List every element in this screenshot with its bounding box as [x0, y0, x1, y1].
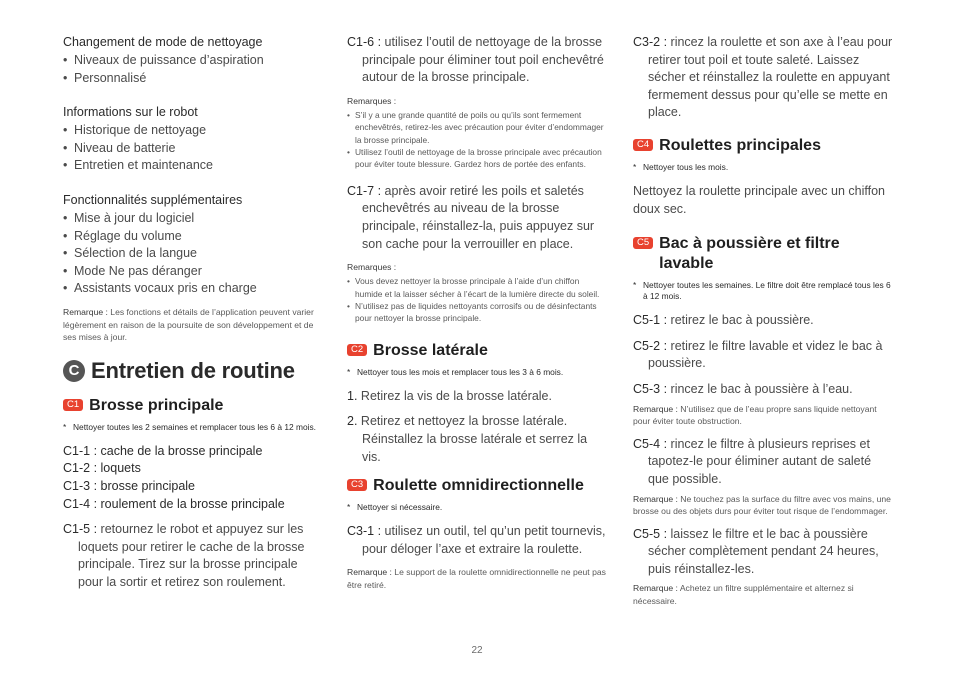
feature-group-cleaning-mode [63, 34, 325, 87]
column-right [633, 34, 895, 608]
list-item: • Historique de nettoyage [63, 122, 325, 140]
step-label: C1-6 : [347, 35, 382, 49]
chapter-badge: C [63, 360, 85, 382]
note-label: Remarque : [63, 306, 108, 317]
step-text: retournez le robot et appuyez sur les loquets pour retirer le cache de la brosse principale. Tirez sur la brosse principale pour la sortir et retirez son roulement. [78, 522, 305, 589]
list-item: • Personnalisé [63, 70, 325, 88]
section-tag: C1 [63, 399, 83, 411]
list-item: • Assistants vocaux pris en charge [63, 280, 325, 298]
bullet-list [63, 122, 325, 175]
note-label: Remarque : [347, 567, 392, 578]
remarks-title: Remarques : [347, 262, 397, 273]
step-c1-5 [63, 521, 325, 591]
step-text: Retirez la vis de la brosse latérale. [360, 388, 552, 403]
step-c5-2 [633, 338, 895, 373]
frequency-note [633, 280, 895, 302]
frequency-text: Nettoyer tous les mois. [643, 161, 729, 172]
note-label: Remarque : [633, 583, 678, 594]
remarks-list [347, 109, 609, 171]
asterisk-icon: * [633, 280, 637, 291]
chapter-heading [63, 358, 325, 384]
c4-text: Nettoyez la roulette principale avec un chiffon doux sec. [633, 183, 886, 216]
c5-note-3 [633, 582, 895, 607]
step-c3-1 [347, 523, 609, 558]
parts-list [63, 443, 325, 513]
list-item: • Niveau de batterie [63, 140, 325, 158]
page-number: 22 [471, 645, 483, 656]
step-label: C3-2 : [633, 35, 668, 49]
frequency-text: Nettoyer toutes les 2 semaines et remplacer tous les 6 à 12 mois. [73, 421, 316, 432]
part-line: C1-4 : roulement de la brosse principale [63, 496, 285, 511]
section-title: Roulette omnidirectionnelle [373, 477, 584, 495]
remark-item: • N’utilisez pas de liquides nettoyants corrosifs ou de désinfectants pour nettoyer la brosse principale. [347, 300, 609, 325]
step-text: utilisez l’outil de nettoyage de la brosse principale pour éliminer tout poil enchevêtré autour de la brosse principale. [362, 35, 604, 85]
section-tag: C5 [633, 237, 653, 249]
step-text: après avoir retiré les poils et saletés enchevêtrés au niveau de la brosse principale, réinstallez-la, puis appuyez sur son cache pour la verrouiller en place. [362, 183, 595, 251]
step-c2-2 [347, 413, 609, 466]
list-item: • Sélection de la langue [63, 245, 325, 263]
step-c1-7 [347, 183, 609, 253]
step-text: rincez le filtre à plusieurs reprises et tapotez-le pour éliminer autant de saleté que possible. [648, 436, 872, 486]
step-c2-1 [347, 388, 609, 406]
frequency-note [63, 422, 325, 433]
section-heading-c5 [633, 234, 895, 274]
section-heading-c1 [63, 396, 325, 416]
section-heading-c3 [347, 476, 609, 496]
step-text: rincez la roulette et son axe à l’eau pour retirer tout poil et toute saleté. Laissez sécher et réinstallez la roulette en appuyant fermement dessus pour qu’elle se mette en place. [648, 35, 893, 120]
note-text: N’utilisez que de l’eau propre sans liquide nettoyant pour éviter toute obstruction. [633, 403, 877, 427]
chapter-title: Entretien de routine [91, 357, 295, 383]
asterisk-icon: * [347, 502, 351, 513]
list-item: • Mode Ne pas déranger [63, 263, 325, 281]
step-c5-3 [633, 381, 895, 399]
section-title: Roulettes principales [659, 136, 821, 154]
asterisk-icon: * [347, 366, 351, 377]
step-text: rincez le bac à poussière à l’eau. [670, 381, 853, 396]
step-c5-1 [633, 312, 895, 330]
step-text: laissez le filtre et le bac à poussière sécher complètement pendant 24 heures, puis réinstallez-les. [648, 526, 879, 576]
bullet-list [63, 52, 325, 87]
frequency-text: Nettoyer si nécessaire. [357, 502, 443, 513]
column-left [63, 34, 325, 599]
step-c5-4 [633, 436, 895, 489]
remarks-title: Remarques : [347, 95, 397, 106]
frequency-text: Nettoyer toutes les semaines. Le filtre doit être remplacé tous les 6 à 12 mois. [643, 280, 891, 302]
step-c3-2 [633, 34, 895, 122]
group-title: Fonctionnalités supplémentaires [63, 192, 243, 207]
step-label: C5-1 : [633, 313, 668, 328]
list-item: • Mise à jour du logiciel [63, 210, 325, 228]
step-label: C5-2 : [633, 338, 668, 353]
note-label: Remarque : [633, 493, 678, 504]
section-title: Brosse latérale [373, 341, 488, 359]
note-text: Ne touchez pas la surface du filtre avec vos mains, une brosse ou des objets durs pour éviter tout risque de l’endommager. [633, 493, 891, 517]
remark-item: • Vous devez nettoyer la brosse principale à l’aide d’un chiffon humide et la laisser sécher à l’écart de la lumière directe du soleil. [347, 275, 609, 300]
frequency-note [347, 502, 609, 513]
step-label: C1-7 : [347, 183, 382, 198]
feature-group-extra [63, 192, 325, 298]
c5-note-1 [633, 403, 895, 428]
c3-note [347, 566, 609, 591]
section-tag: C3 [347, 479, 367, 491]
asterisk-icon: * [63, 421, 67, 432]
c5-note-2 [633, 493, 895, 518]
step-label: C3-1 : [347, 524, 382, 539]
remark-item: • Utilisez l’outil de nettoyage de la brosse principale avec précaution pour éviter toute blessure. Gardez hors de portée des enfants. [347, 146, 609, 171]
section-heading-c2 [347, 341, 609, 361]
section-title: Brosse principale [89, 396, 224, 414]
frequency-text: Nettoyer tous les mois et remplacer tous les 3 à 6 mois. [357, 366, 564, 377]
step-label: 1. [347, 388, 358, 403]
note-text: Les fonctions et détails de l’application peuvent varier légèrement en raison de la poursuite de son développement et de ses mises à jour. [63, 306, 314, 343]
note-text: Achetez un filtre supplémentaire et alternez si nécessaire. [633, 583, 854, 607]
frequency-note [347, 367, 609, 378]
feature-group-robot-info [63, 104, 325, 175]
bullet-list [63, 210, 325, 298]
asterisk-icon: * [633, 161, 637, 172]
step-label: C1-5 : [63, 522, 98, 537]
group-title: Informations sur le robot [63, 105, 198, 120]
step-label: C5-4 : [633, 436, 668, 451]
step-text: utilisez un outil, tel qu’un petit tournevis, pour déloger l’axe et extraire la roulette. [362, 524, 606, 556]
step-c5-5 [633, 526, 895, 579]
step-text: retirez le filtre lavable et videz le bac à poussière. [648, 338, 883, 371]
remarks-list [347, 275, 609, 325]
step-c1-6 [347, 34, 609, 87]
group-title: Changement de mode de nettoyage [63, 35, 263, 49]
remark-item: • S’il y a une grande quantité de poils ou qu’ils sont fermement enchevêtrés, retirez-les avec précaution pour éviter d’endommager la brosse principale. [347, 109, 609, 146]
list-item: • Entretien et maintenance [63, 157, 325, 175]
list-item: • Niveaux de puissance d’aspiration [63, 52, 325, 70]
note-text: Le support de la roulette omnidirectionnelle ne peut pas être retiré. [347, 567, 606, 590]
part-line: C1-1 : cache de la brosse principale [63, 443, 263, 458]
section-heading-c4 [633, 136, 895, 156]
part-line: C1-2 : loquets [63, 461, 141, 476]
step-label: C5-3 : [633, 381, 668, 396]
section-title: Bac à poussière et filtre lavable [659, 235, 840, 273]
app-note [63, 306, 325, 344]
frequency-note [633, 162, 895, 173]
step-label: 2. [347, 414, 358, 429]
column-middle [347, 34, 609, 592]
section-tag: C2 [347, 344, 367, 356]
part-line: C1-3 : brosse principale [63, 478, 196, 493]
step-label: C5-5 : [633, 526, 668, 541]
section-tag: C4 [633, 139, 653, 151]
step-text: retirez le bac à poussière. [670, 313, 814, 328]
step-text: Retirez et nettoyez la brosse latérale. Réinstallez la brosse latérale et serrez la vis. [360, 414, 588, 464]
note-label: Remarque : [633, 403, 678, 414]
list-item: • Réglage du volume [63, 228, 325, 246]
